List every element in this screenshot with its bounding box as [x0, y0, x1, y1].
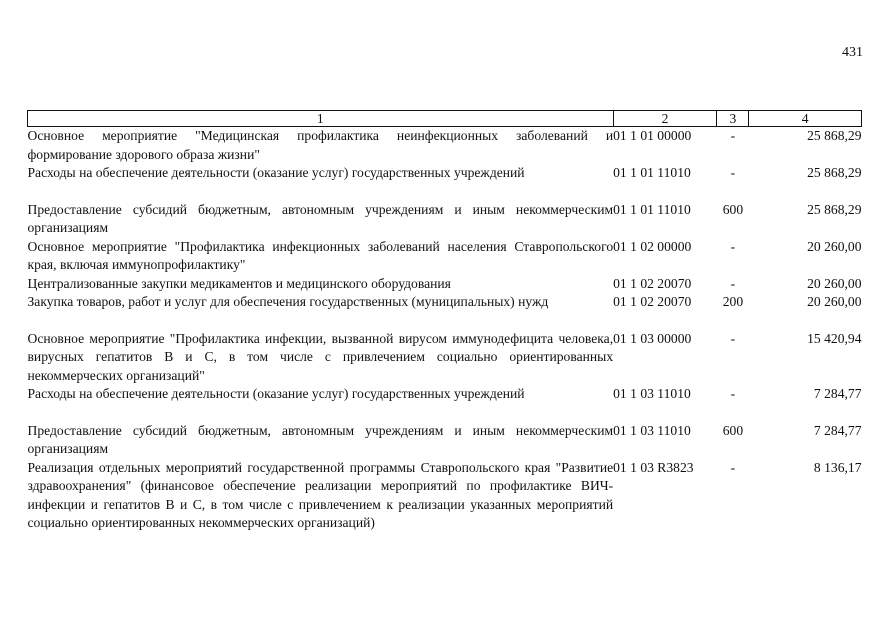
- table-row: [28, 330, 862, 386]
- column-header-type: 3: [717, 111, 749, 127]
- table-row: [28, 164, 862, 201]
- row-code: 01 1 03 11010: [613, 422, 691, 438]
- row-sum: 7 284,77: [813, 386, 862, 401]
- row-type: -: [730, 238, 736, 254]
- row-sum: 8 136,17: [813, 459, 862, 475]
- row-type: -: [730, 275, 736, 291]
- table-row: [28, 201, 862, 238]
- row-sum: 20 260,00: [807, 238, 862, 254]
- row-name: Расходы на обеспечение деятельности (оказание услуг) государственных учреждений: [27, 386, 525, 401]
- row-sum: 15 420,94: [807, 330, 862, 346]
- row-name: Основное мероприятие "Медицинская профилактика неинфекционных заболеваний и формирование здорового образа жизни": [27, 128, 614, 162]
- row-name: Предоставление субсидий бюджетным, автономным учреждениям и иным некоммерческим организациям: [27, 422, 614, 456]
- row-code: 01 1 03 R3823: [613, 459, 694, 475]
- row-type: -: [730, 459, 736, 475]
- row-name: Основное мероприятие "Профилактика инфекции, вызванной вирусом иммунодефицита человека, вирусных гепатитов В и С, в том числе с привлечением социально ориентированных некоммерческих организаций": [27, 330, 614, 383]
- row-name: Расходы на обеспечение деятельности (оказание услуг) государственных учреждений: [27, 165, 525, 180]
- row-type: -: [730, 330, 736, 346]
- row-type: -: [730, 165, 736, 180]
- row-code: 01 1 03 00000: [613, 330, 692, 346]
- row-sum: 25 868,29: [807, 128, 862, 143]
- column-header-code: 2: [613, 111, 717, 127]
- row-code: 01 1 01 11010: [613, 201, 691, 217]
- row-code: 01 1 02 20070: [613, 275, 692, 291]
- row-name: Закупка товаров, работ и услуг для обеспечения государственных (муниципальных) нужд: [27, 294, 549, 309]
- row-sum: 25 868,29: [807, 201, 862, 217]
- row-type: 600: [722, 201, 744, 217]
- row-sum: 20 260,00: [807, 275, 862, 291]
- table-row: [28, 459, 862, 533]
- row-type: -: [730, 128, 736, 143]
- row-code: 01 1 03 11010: [613, 386, 691, 401]
- header-row: [28, 111, 862, 127]
- table-row: [28, 293, 862, 330]
- row-type: 600: [722, 422, 744, 438]
- table-row: [28, 238, 862, 275]
- row-code: 01 1 02 20070: [613, 294, 692, 309]
- row-type: -: [730, 386, 736, 401]
- page-number: 431: [842, 45, 863, 60]
- row-name: Основное мероприятие "Профилактика инфекционных заболеваний населения Ставропольского края, включая иммунопрофилактику": [27, 238, 614, 272]
- column-header-sum: 4: [749, 111, 862, 127]
- table-row: [28, 385, 862, 422]
- column-header-name: 1: [28, 111, 614, 127]
- budget-table: [27, 110, 862, 533]
- table-row: [28, 422, 862, 459]
- row-name: Централизованные закупки медикаментов и медицинского оборудования: [27, 275, 451, 291]
- row-code: 01 1 01 00000: [613, 128, 692, 143]
- row-code: 01 1 01 11010: [613, 165, 691, 180]
- table-row: [28, 127, 862, 165]
- row-sum: 25 868,29: [807, 165, 862, 180]
- row-code: 01 1 02 00000: [613, 238, 692, 254]
- row-sum: 7 284,77: [813, 422, 862, 438]
- row-name: Предоставление субсидий бюджетным, автономным учреждениям и иным некоммерческим организациям: [27, 201, 614, 235]
- row-name: Реализация отдельных мероприятий государственной программы Ставропольского края "Развитие здравоохранения" (финансовое обеспечение реализации мероприятий по профилактике ВИЧ-инфекции и гепатитов В и С, в том числе с привлечением к реализации указанных мероприятий социально ориентированных некоммерческих организаций): [27, 459, 614, 530]
- table-row: [28, 275, 862, 294]
- row-type: 200: [722, 294, 744, 309]
- row-sum: 20 260,00: [807, 294, 862, 309]
